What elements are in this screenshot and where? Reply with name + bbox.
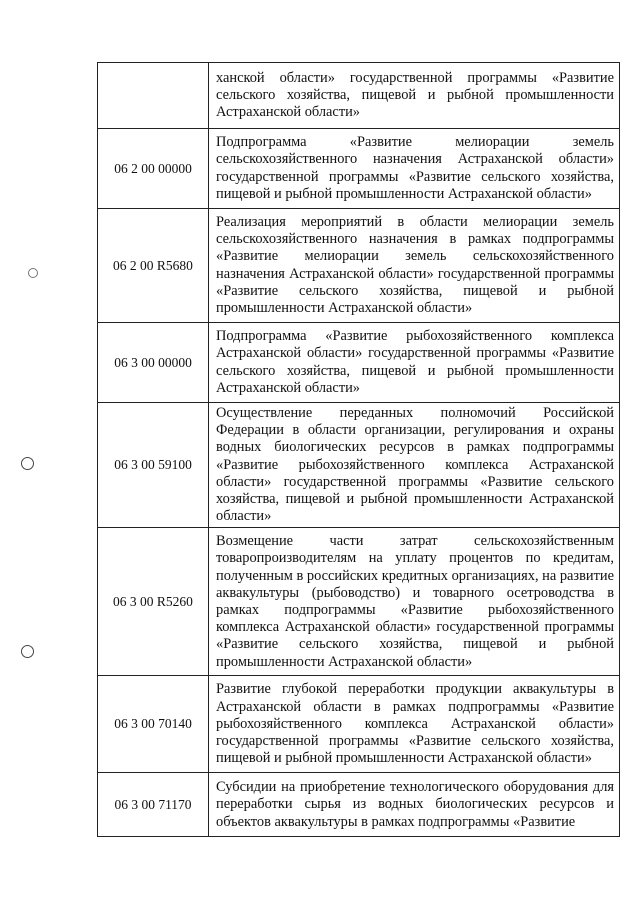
punch-hole-mark: [28, 268, 38, 278]
table-row: [98, 403, 620, 528]
row-description-cell: Развитие глубокой переработки продукции аквакультуры в Астраханской области в рамках подпрограммы «Развитие рыбохозяйственного комплекса Астраханской области» государственной программы «Развитие сельского хозяйства, пищевой и рыбной промышленности Астраханской области»: [209, 676, 620, 773]
table-row: [98, 676, 620, 773]
row-description-cell: Субсидии на приобретение технологического оборудования для переработки сырья из водных биологических ресурсов и объектов аквакультуры в рамках подпрограммы «Развитие: [209, 773, 620, 837]
row-description-cell: Осуществление переданных полномочий Российской Федерации в области организации, регулирования и охраны водных биологических ресурсов в рамках подпрограммы «Развитие рыбохозяйственного комплекса Астраханской области» государственной программы «Развитие сельского хозяйства, пищевой и рыбной промышленности Астраханской области»: [209, 403, 620, 528]
row-code-cell: 06 3 00 71170: [98, 773, 209, 837]
punch-hole-mark: [21, 457, 34, 470]
table-row: [98, 528, 620, 676]
table-row: [98, 323, 620, 403]
row-code-cell: 06 2 00 R5680: [98, 209, 209, 323]
row-description-cell: Подпрограмма «Развитие рыбохозяйственного комплекса Астраханской области» государственной программы «Развитие сельского хозяйства, пищевой и рыбной промышленности Астраханской области»: [209, 323, 620, 403]
row-code-cell: 06 3 00 R5260: [98, 528, 209, 676]
row-description-cell: Реализация мероприятий в области мелиорации земель сельскохозяйственного назначения в рамках подпрограммы «Развитие мелиорации земель сельскохозяйственного назначения Астраханской области» государственной программы «Развитие сельского хозяйства, пищевой и рыбной промышленности Астраханской области»: [209, 209, 620, 323]
table-row: [98, 129, 620, 209]
table-row: [98, 209, 620, 323]
table-row: [98, 63, 620, 129]
row-code-cell: [98, 63, 209, 129]
row-code-cell: 06 3 00 00000: [98, 323, 209, 403]
row-code-cell: 06 3 00 59100: [98, 403, 209, 528]
punch-hole-mark: [21, 645, 34, 658]
row-description-cell: ханской области» государственной программы «Развитие сельского хозяйства, пищевой и рыбной промышленности Астраханской области»: [209, 63, 620, 129]
row-description-cell: Подпрограмма «Развитие мелиорации земель сельскохозяйственного назначения Астраханской области» государственной программы «Развитие сельского хозяйства, пищевой и рыбной промышленности Астраханской области»: [209, 129, 620, 209]
row-description-cell: Возмещение части затрат сельскохозяйственным товаропроизводителям на уплату процентов по кредитам, полученным в российских кредитных организациях, на развитие аквакультуры (рыбоводство) и товарного осетроводства в рамках подпрограммы «Развитие рыбохозяйственного комплекса Астраханской области» государственной программы «Развитие сельского хозяйства, пищевой и рыбной промышленности Астраханской области»: [209, 528, 620, 676]
row-code-cell: 06 2 00 00000: [98, 129, 209, 209]
budget-classification-table: [97, 62, 620, 837]
table-row: [98, 773, 620, 837]
row-code-cell: 06 3 00 70140: [98, 676, 209, 773]
